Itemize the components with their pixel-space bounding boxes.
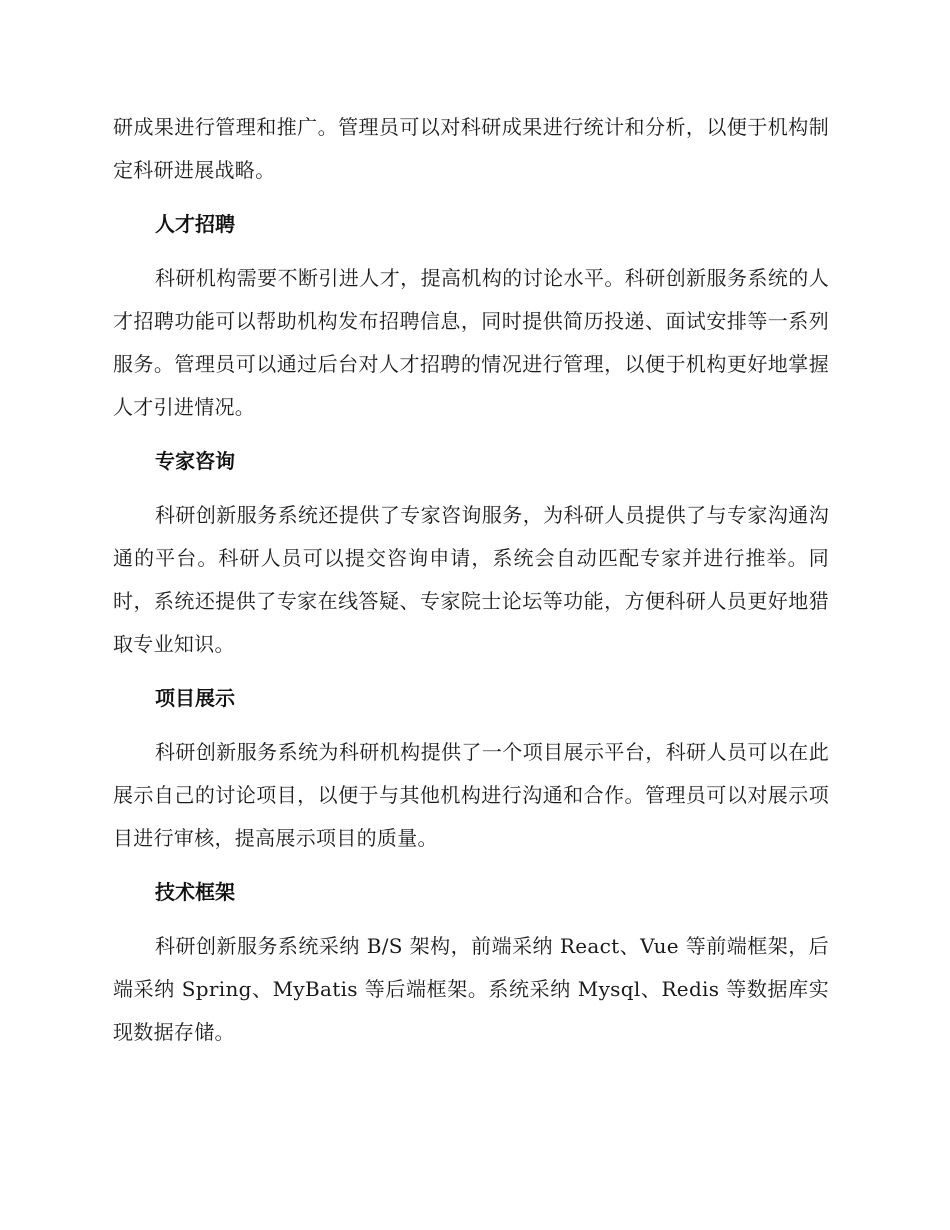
document-page bbox=[113, 106, 829, 1054]
paragraph-continuation: 研成果进行管理和推广。管理员可以对科研成果进行统计和分析，以便于机构制定科研进展战略。 bbox=[113, 115, 829, 182]
paragraph-technical-framework: 科研创新服务系统采纳 B/S 架构，前端采纳 React、Vue 等前端框架，后端采纳 Spring、MyBatis 等后端框架。系统采纳 Mysql、Redis 等数据库实现数据存储。 bbox=[113, 934, 829, 1044]
heading-technical-framework: 技术框架 bbox=[155, 880, 235, 904]
paragraph-project-showcase: 科研创新服务系统为科研机构提供了一个项目展示平台，科研人员可以在此展示自己的讨论项目，以便于与其他机构进行沟通和合作。管理员可以对展示项目进行审核，提高展示项目的质量。 bbox=[113, 740, 829, 850]
heading-expert-consultation: 专家咨询 bbox=[155, 449, 235, 473]
heading-talent-recruitment: 人才招聘 bbox=[155, 212, 235, 236]
heading-project-showcase: 项目展示 bbox=[155, 686, 235, 710]
paragraph-talent-recruitment: 科研机构需要不断引进人才，提高机构的讨论水平。科研创新服务系统的人才招聘功能可以帮助机构发布招聘信息，同时提供简历投递、面试安排等一系列服务。管理员可以通过后台对人才招聘的情况进行管理，以便于机构更好地掌握人才引进情况。 bbox=[113, 266, 829, 419]
paragraph-expert-consultation: 科研创新服务系统还提供了专家咨询服务，为科研人员提供了与专家沟通沟通的平台。科研人员可以提交咨询申请，系统会自动匹配专家并进行推举。同时，系统还提供了专家在线答疑、专家院士论坛等功能，方便科研人员更好地猎取专业知识。 bbox=[113, 503, 829, 656]
